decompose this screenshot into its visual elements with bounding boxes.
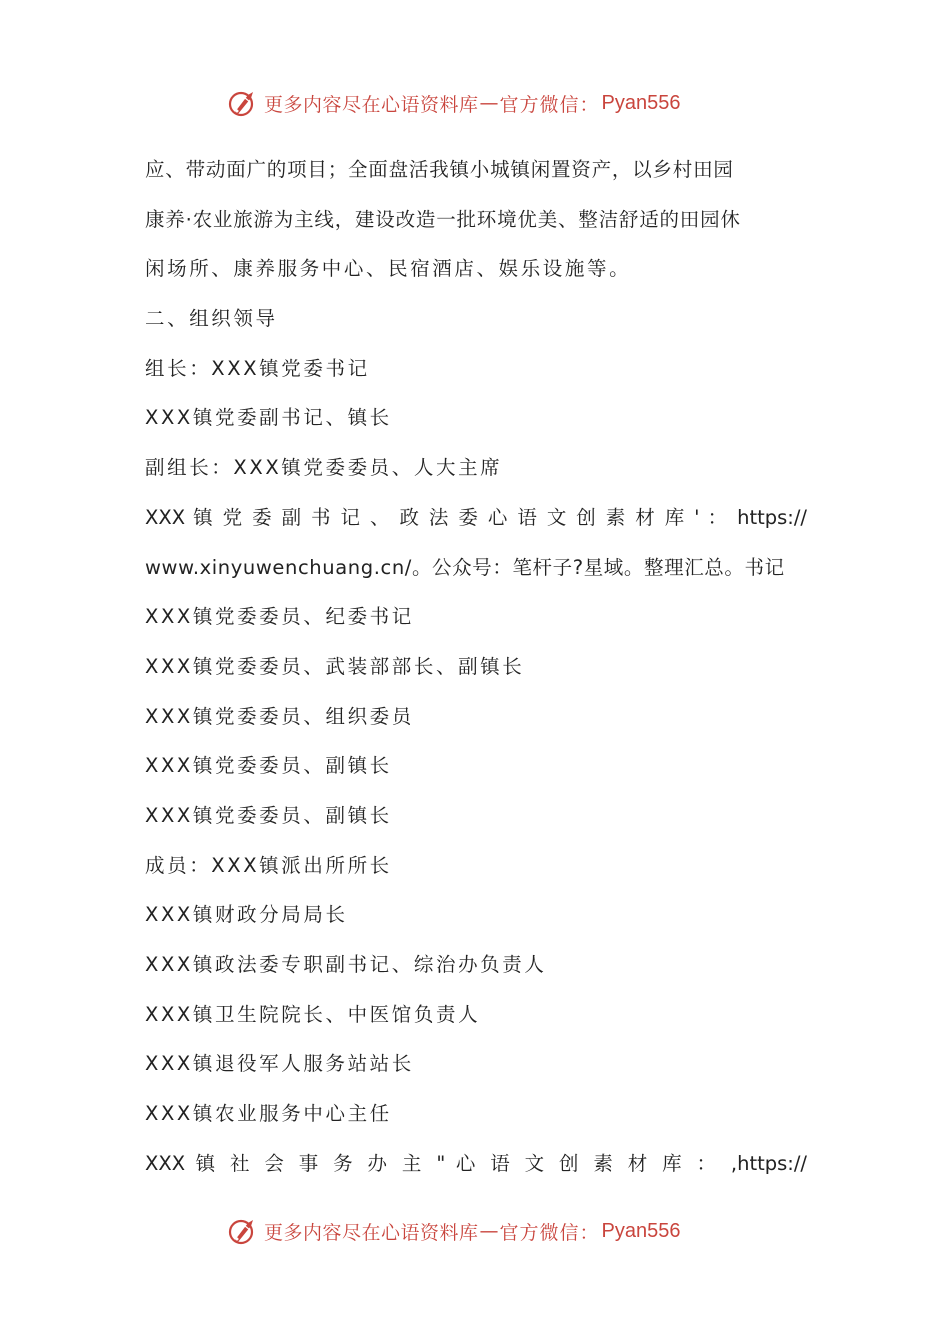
body-line: XXX 镇 社 会 事 务 办 主 " 心 语 文 创 素 材 库 ： ,https:// xyxy=(145,1151,807,1175)
header-banner xyxy=(226,85,726,121)
body-line: 副组长：XXX镇党委委员、人大主席 xyxy=(145,456,503,480)
pen-nib-circle-icon xyxy=(226,86,260,120)
body-line: XXX镇党委委员、武装部部长、副镇长 xyxy=(145,654,525,678)
body-line: XXX镇卫生院院长、中医馆负责人 xyxy=(145,1002,481,1026)
body-line: 应、带动面广的项目；全面盘活我镇小城镇闲置资产，以乡村田园 xyxy=(145,158,734,181)
banner-slogan: 更多内容尽在心语资料库 xyxy=(264,1221,479,1244)
body-line: XXX镇党委委员、纪委书记 xyxy=(145,605,414,629)
banner-dash: — xyxy=(479,92,499,114)
body-line: XXX镇退役军人服务站站长 xyxy=(145,1052,414,1076)
footer-banner xyxy=(226,1213,726,1249)
banner-wechat-label: 官方微信： xyxy=(499,93,600,116)
banner-slogan: 更多内容尽在心语资料库 xyxy=(264,93,479,116)
section-heading: 二、组织领导 xyxy=(145,307,278,331)
body-line: XXX镇党委副书记、镇长 xyxy=(145,406,392,430)
banner-wechat-id: Pyan556 xyxy=(601,1219,681,1242)
pen-nib-circle-icon xyxy=(226,1214,260,1248)
body-line: XXX镇财政分局局长 xyxy=(145,903,348,927)
body-line: 成员：XXX镇派出所所长 xyxy=(145,853,392,877)
body-line: XXX 镇 党 委 副 书 记 、 政 法 委 心 语 文 创 素 材 库 ' ： https:// xyxy=(145,505,807,529)
body-line: XXX镇政法委专职副书记、综治办负责人 xyxy=(145,953,547,976)
banner-wechat-id: Pyan556 xyxy=(601,91,681,114)
body-line: www.xinyuwenchuang.cn/。公众号：笔杆子?星域。整理汇总。书记 xyxy=(145,555,785,579)
body-line: 康养·农业旅游为主线，建设改造一批环境优美、整洁舒适的田园休 xyxy=(145,207,741,231)
body-line: XXX镇党委委员、副镇长 xyxy=(145,803,392,827)
body-line: XXX镇党委委员、组织委员 xyxy=(145,704,414,728)
banner-wechat-label: 官方微信： xyxy=(499,1221,600,1244)
body-line: XXX镇农业服务中心主任 xyxy=(145,1102,392,1126)
body-line: XXX镇党委委员、副镇长 xyxy=(145,754,392,778)
body-line: 组长：XXX镇党委书记 xyxy=(145,356,370,380)
banner-dash: — xyxy=(479,1220,499,1242)
body-line: 闲场所、康养服务中心、民宿酒店、娱乐设施等。 xyxy=(145,257,632,281)
document-body xyxy=(145,150,807,1193)
